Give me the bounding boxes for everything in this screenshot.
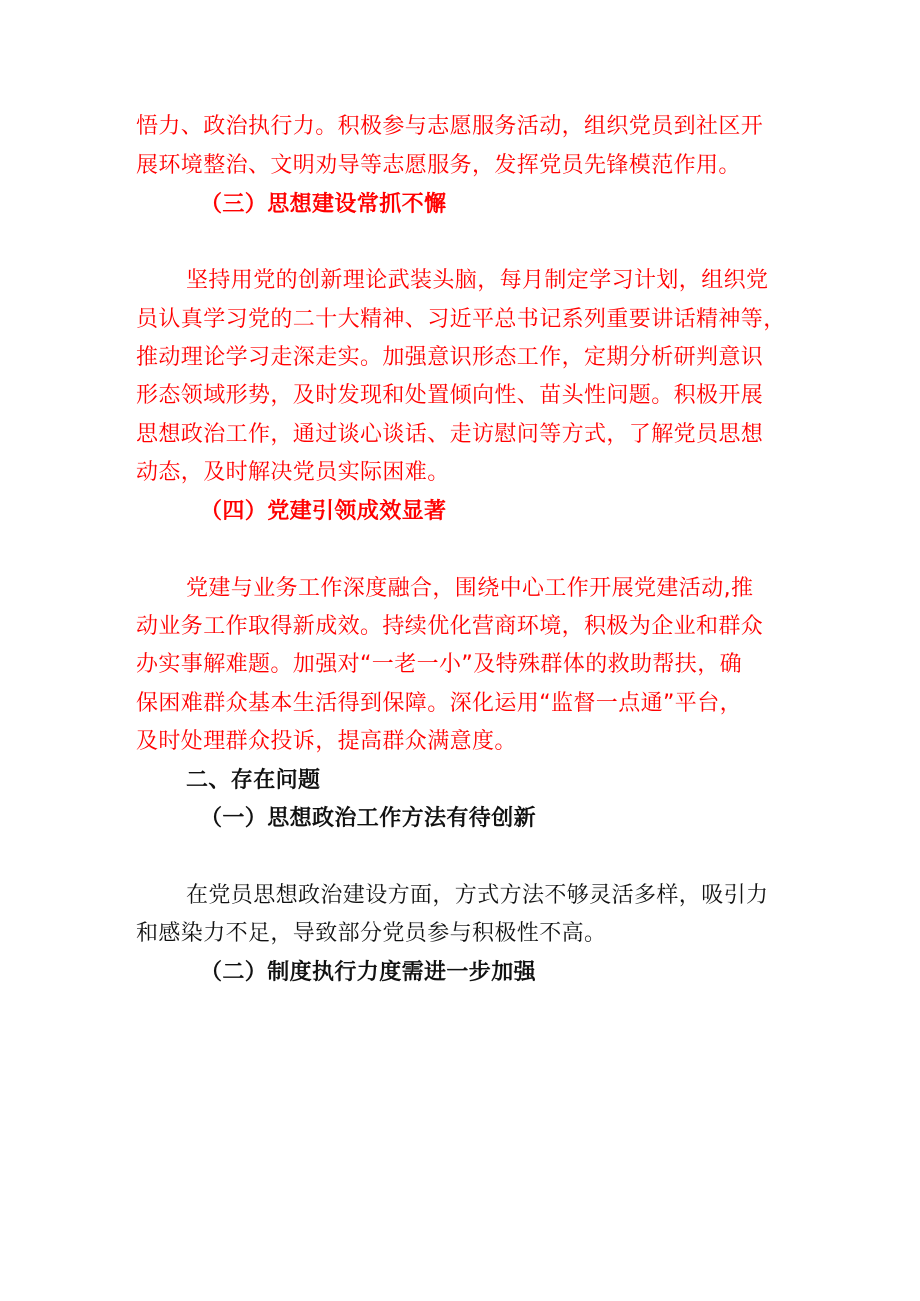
body-line: 和感染力不足，导致部分党员参与积极性不高。 (136, 921, 607, 946)
body-line: 推动理论学习走深走实。加强意识形态工作，定期分析研判意识 (136, 345, 764, 370)
body-line: 员认真学习党的二十大精神、习近平总书记系列重要讲话精神等， (136, 307, 786, 332)
body-line: 党建与业务工作深度融合，围绕中心工作开展党建活动,推 (186, 576, 754, 601)
body-line: 办实事解难题。加强对“一老一小”及特殊群体的救助帮扶，确 (136, 652, 742, 677)
body-line: 动态，及时解决党员实际困难。 (136, 460, 450, 485)
section-heading-problems: 二、存在问题 (186, 768, 321, 793)
subsection-heading-two: （二）制度执行力度需进一步加强 (200, 960, 537, 985)
body-line: 及时处理群众投诉，提高群众满意度。 (136, 729, 517, 754)
body-line: 悟力、政治执行力。积极参与志愿服务活动，组织党员到社区开 (136, 114, 764, 139)
section-heading-four: （四）党建引领成效显著 (200, 499, 447, 524)
body-line: 在党员思想政治建设方面，方式方法不够灵活多样，吸引力 (186, 883, 769, 908)
body-line: 保困难群众基本生活得到保障。深化运用“监督一点通”平台， (136, 691, 742, 716)
body-line: 坚持用党的创新理论武装头脑，每月制定学习计划，组织党 (186, 268, 769, 293)
body-line: 展环境整治、文明劝导等志愿服务，发挥党员先锋模范作用。 (136, 153, 741, 178)
subsection-heading-one: （一）思想政治工作方法有待创新 (200, 806, 537, 831)
body-line: 形态领域形势，及时发现和处置倾向性、苗头性问题。积极开展 (136, 383, 764, 408)
section-heading-three: （三）思想建设常抓不懈 (200, 192, 447, 217)
body-line: 动业务工作取得新成效。持续优化营商环境，积极为企业和群众 (136, 614, 764, 639)
body-line: 思想政治工作，通过谈心谈话、走访慰问等方式，了解党员思想 (136, 422, 764, 447)
